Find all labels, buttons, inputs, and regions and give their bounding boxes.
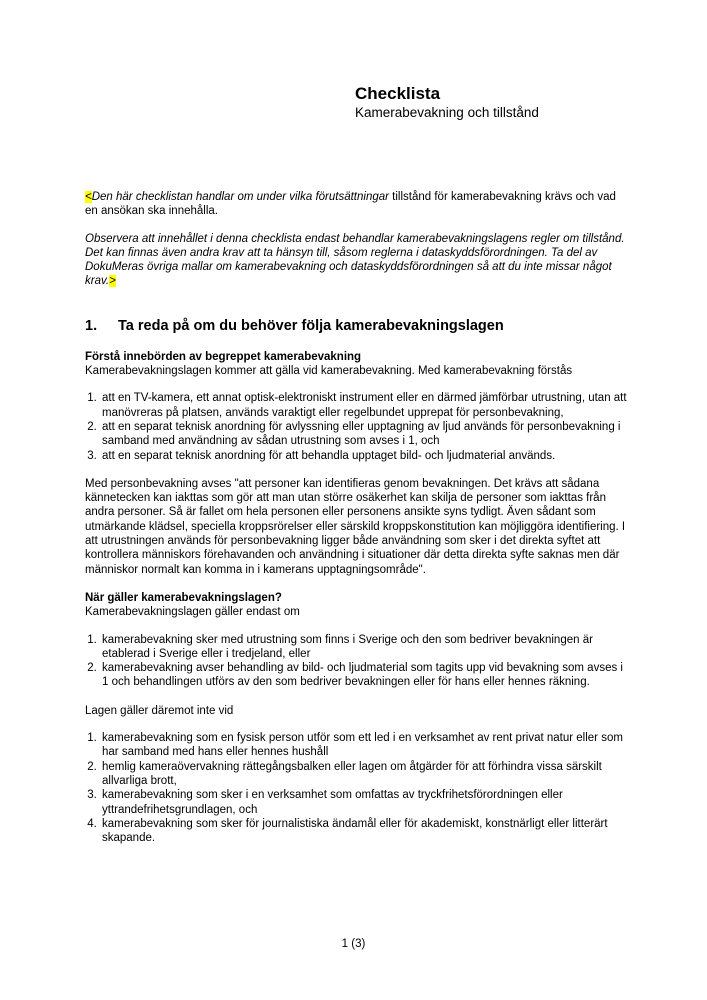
highlight-open-marker: <	[85, 191, 92, 203]
page-title: Checklista	[355, 84, 441, 103]
list-item: 1. kamerabevakning som en fysisk person utför som ett led i en verksamhet av rent privat natur eller som har samband med hans eller hennes hushåll	[100, 731, 627, 760]
intro-regular-text: tillstånd för kamerabevakning krävs och vad en ansökan ska innehålla.	[85, 191, 616, 218]
applicability-list	[85, 633, 627, 690]
note-paragraph	[85, 232, 627, 289]
title-block	[355, 84, 627, 121]
exceptions-intro-text: Lagen gäller däremot inte vid	[85, 704, 234, 717]
list-item: 1. kamerabevakning sker med utrustning som finns i Sverige och den som bedriver bevakningen är etablerad i Sverige eller i tredjeland, eller	[100, 633, 627, 662]
intro-paragraph	[85, 190, 627, 219]
applicability-intro-text: Kamerabevakningslagen gäller endast om	[85, 606, 300, 619]
highlight-close-marker: >	[109, 275, 116, 288]
list-item: 3. att en separat teknisk anordning för att behandla upptaget bild- och ljudmaterial används.	[100, 449, 627, 463]
intro-italic-text: Den här checklistan handlar om under vilka förutsättningar	[91, 191, 389, 203]
definition-intro-text: Kamerabevakningslagen kommer att gälla vid kamerabevakning. Med kamerabevakning förstås	[85, 365, 573, 378]
section-1-heading	[85, 317, 627, 335]
subheading-definition: Förstå innebörden av begreppet kamerabevakning	[85, 350, 362, 363]
exceptions-list	[85, 731, 627, 845]
page-subtitle: Kamerabevakning och tillstånd	[355, 105, 539, 120]
personbevakning-paragraph: Med personbevakning avses "att personer kan identifieras genom bevakningen. Det krävs att sådana kännetecken kan iakttas som gör att man utan större osäkerhet kan skilja de personer som iakttas från andra personer. Så är fallet om hela personen eller personens ansikte syns tydligt. Även sådant som utmärkande klädsel, speciella kroppsrörelser eller särskild kroppskonstitution kan möjliggöra identifiering. I att utrustningen används för personbevakning ligger både användning som sker i det direkta syftet att kontrollera människors förehavanden och användning i situationer där detta direkta syfte saknas men där människor normalt kan komma in i kamerans upptagningsområde".	[85, 477, 626, 576]
list-item: 2. att en separat teknisk anordning för avlyssning eller upptagning av ljud används för personbevakning i samband med användning av sådan utrustning som avses i 1, och	[100, 420, 627, 449]
section-1-number: 1.	[85, 317, 98, 334]
list-item: 2. kamerabevakning avser behandling av bild- och ljudmaterial som tagits upp vid bevakning som avses i 1 och behandlingen utförs av den som bedriver bevakningen eller för hans eller hennes räkning.	[100, 661, 627, 690]
page-number: 1 (3)	[341, 938, 366, 950]
criteria-list	[85, 391, 627, 462]
list-item: 3. kamerabevakning som sker i en verksamhet som omfattas av tryckfrihetsförordningen eller yttrandefrihetsgrundlagen, och	[100, 788, 627, 817]
list-item: 1. att en TV-kamera, ett annat optisk-elektroniskt instrument eller en därmed jämförbar utrustning, utan att manövreras på platsen, används varaktigt eller regelbundet upprepat för personbevakning,	[100, 391, 627, 420]
subheading-applicability: När gäller kamerabevakningslagen?	[85, 591, 282, 604]
list-item: 4. kamerabevakning som sker för journalistiska ändamål eller för akademiskt, konstnärligt eller litterärt skapande.	[100, 817, 627, 846]
note-italic-text: Observera att innehållet i denna checklista endast behandlar kamerabevakningslagens regler om tillstånd. Det kan finnas även andra krav att ta hänsyn till, såsom reglerna i dataskyddsförordningen. Ta del av DokuMeras övriga mallar om kamerabevakning och dataskyddsförordningen så att du inte missar något krav.	[85, 232, 625, 288]
section-1-heading-text: Ta reda på om du behöver följa kamerabevakningslagen	[118, 317, 504, 334]
list-item: 2. hemlig kameraövervakning rättegångsbalken eller lagen om åtgärder för att förhindra vissa särskilt allvarliga brott,	[100, 760, 627, 789]
